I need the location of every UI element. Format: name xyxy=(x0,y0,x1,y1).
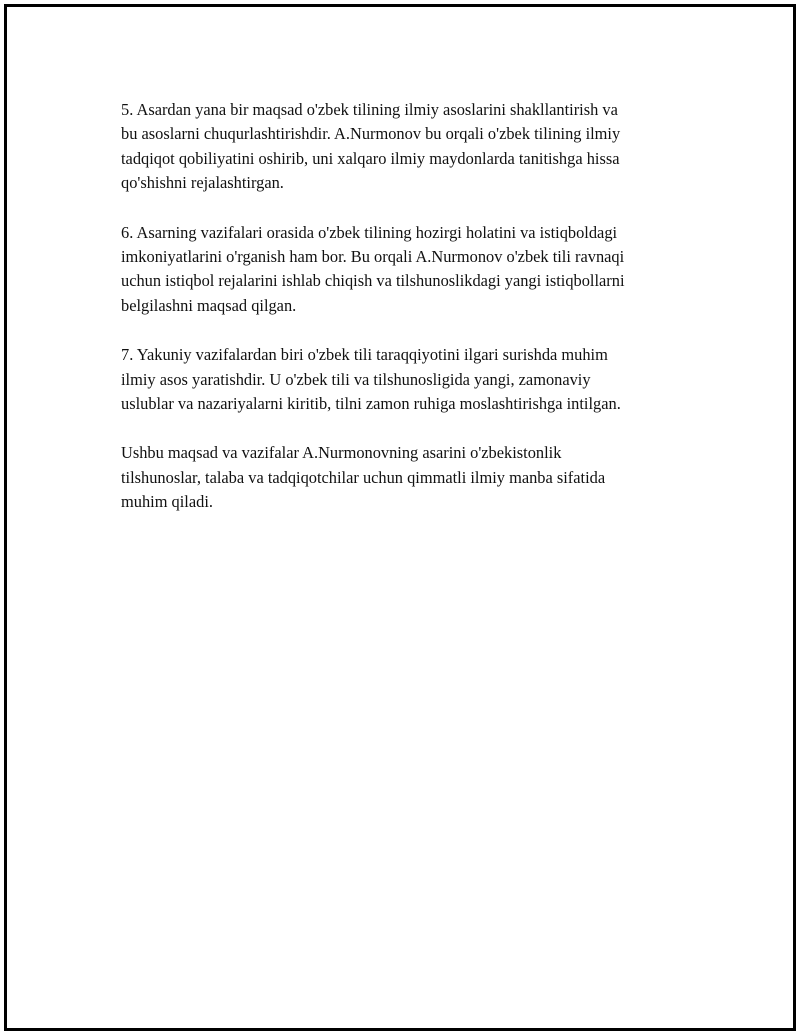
paragraph-conclusion xyxy=(121,441,701,514)
page-content xyxy=(121,98,701,540)
text-line: 7. Yakuniy vazifalardan biri o'zbek tili taraqqiyotini ilgari surishda muhim xyxy=(121,345,608,365)
text-line: 5. Asardan yana bir maqsad o'zbek tilining ilmiy asoslarini shakllantirish va xyxy=(121,100,618,119)
page-frame xyxy=(4,4,796,1031)
text-line: tilshunoslar, talaba va tadqiqotchilar uchun qimmatli ilmiy manba sifatida xyxy=(121,467,606,487)
text-line: Ushbu maqsad va vazifalar A.Nurmonovning asarini o'zbekistonlik xyxy=(121,443,562,463)
text-line: muhim qiladi. xyxy=(121,492,213,512)
paragraph-item-5 xyxy=(121,98,701,196)
text-line: tadqiqot qobiliyatini oshirib, uni xalqaro ilmiy maydonlarda tanitishga hissa xyxy=(121,148,620,168)
paragraph-item-7 xyxy=(121,343,701,416)
text-line: uslublar va nazariyalarni kiritib, tilni zamon ruhiga moslashtirishga intilgan. xyxy=(121,394,621,414)
paragraph-item-6 xyxy=(121,221,701,319)
text-line: uchun istiqbol rejalarini ishlab chiqish va tilshunoslikdagi yangi istiqbollarni xyxy=(121,271,625,291)
text-line: belgilashni maqsad qilgan. xyxy=(121,295,297,315)
text-line: imkoniyatlarini o'rganish ham bor. Bu orqali A.Nurmonov o'zbek tili ravnaqi xyxy=(121,247,625,267)
text-line: qo'shishni rejalashtirgan. xyxy=(121,173,284,193)
text-line: 6. Asarning vazifalari orasida o'zbek tilining hozirgi holatini va istiqboldagi xyxy=(121,222,618,242)
text-line: bu asoslarni chuqurlashtirishdir. A.Nurmonov bu orqali o'zbek tilining ilmiy xyxy=(121,124,621,144)
text-line: ilmiy asos yaratishdir. U o'zbek tili va tilshunosligida yangi, zamonaviy xyxy=(121,369,591,389)
